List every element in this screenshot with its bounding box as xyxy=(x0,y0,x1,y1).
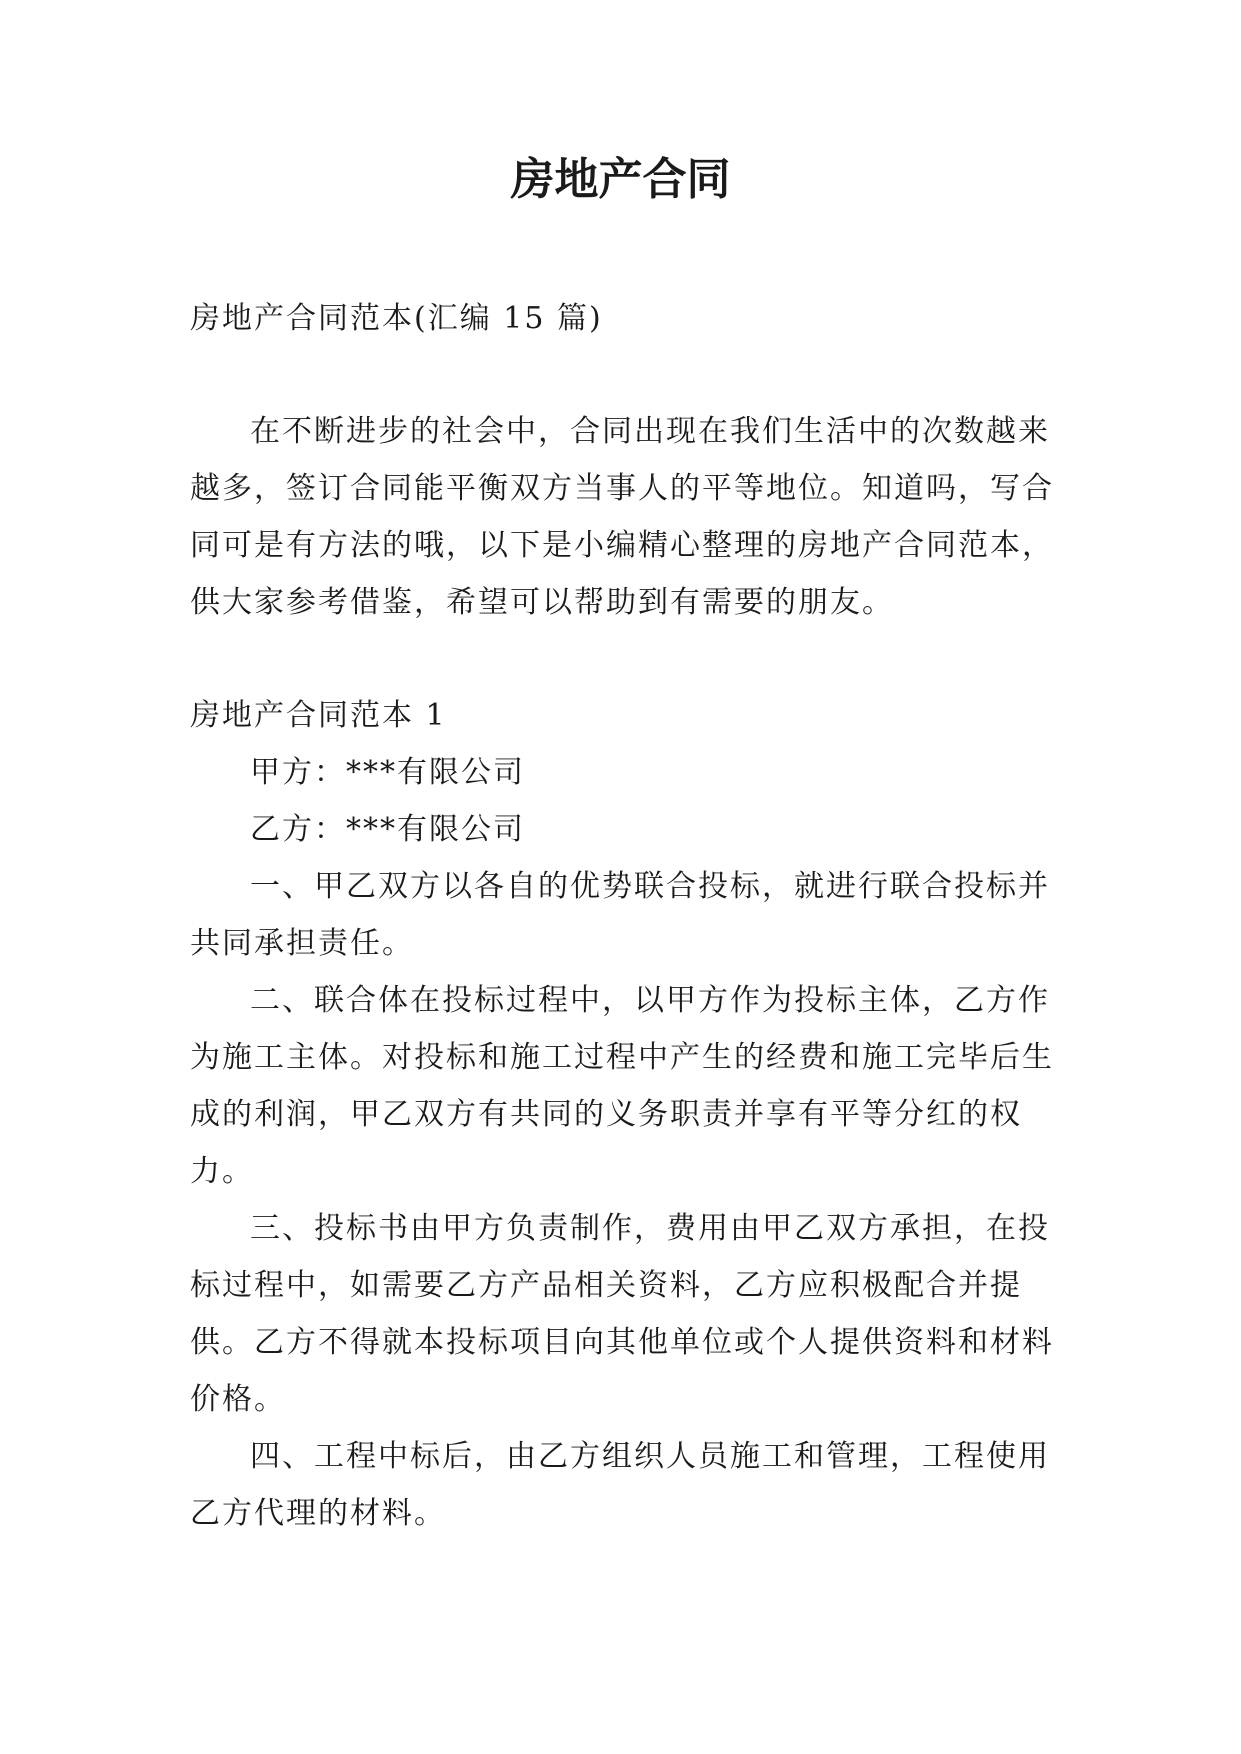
party-a-line: 甲方：***有限公司 xyxy=(250,755,525,790)
clause-2: 二、联合体在投标过程中，以甲方作为投标主体，乙方作为施工主体。对投标和施工过程中产生的经费和施工完毕后生成的利润，甲乙双方有共同的义务职责并享有平等分红的权力。 xyxy=(190,983,1054,1189)
party-b-line: 乙方：***有限公司 xyxy=(250,812,525,847)
clause-1: 一、甲乙双方以各自的优势联合投标，就进行联合投标并共同承担责任。 xyxy=(190,869,1050,961)
clause-3: 三、投标书由甲方负责制作，费用由甲乙双方承担，在投标过程中，如需要乙方产品相关资料，乙方应积极配合并提供。乙方不得就本投标项目向其他单位或个人提供资料和材料价格。 xyxy=(190,1211,1054,1417)
clause-4: 四、工程中标后，由乙方组织人员施工和管理，工程使用乙方代理的材料。 xyxy=(190,1439,1050,1531)
section-heading: 房地产合同范本 1 xyxy=(190,698,447,733)
document-body xyxy=(190,290,1060,1542)
document-title: 房地产合同 xyxy=(510,154,731,205)
intro-paragraph: 在不断进步的社会中，合同出现在我们生活中的次数越来越多，签订合同能平衡双方当事人的平等地位。知道吗，写合同可是有方法的哦，以下是小编精心整理的房地产合同范本，供大家参考借鉴，希望可以帮助到有需要的朋友。 xyxy=(190,414,1054,620)
document-subtitle: 房地产合同范本(汇编 15 篇) xyxy=(190,301,603,336)
